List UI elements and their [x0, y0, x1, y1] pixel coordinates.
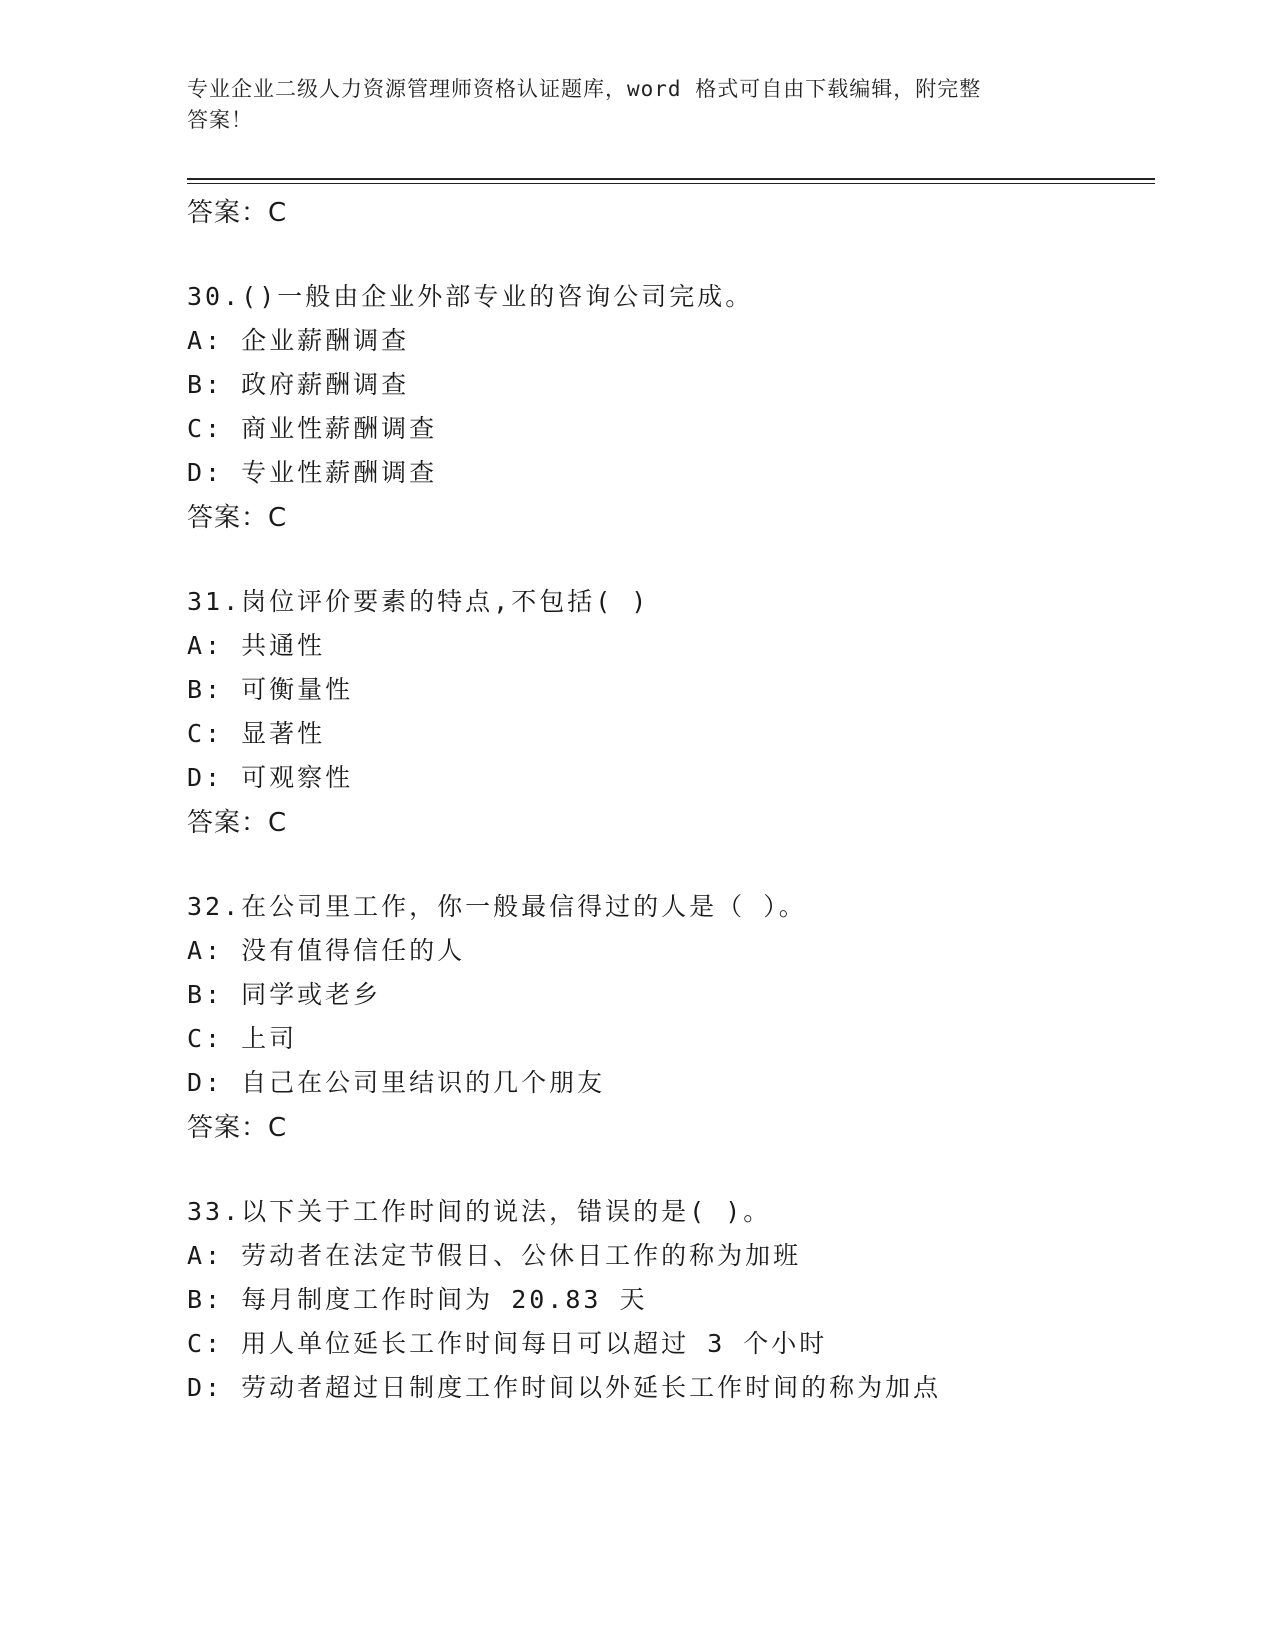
question-33-stem: 33.以下关于工作时间的说法，错误的是( )。 — [187, 1197, 772, 1226]
question-30-option-d: D: 专业性薪酬调查 — [187, 458, 438, 487]
header-rule-thick — [187, 178, 1155, 180]
question-33-option-b: B: 每月制度工作时间为 20.83 天 — [187, 1285, 648, 1314]
question-31-option-c: C: 显著性 — [187, 719, 326, 748]
question-32-answer: 答案：C — [187, 1113, 288, 1143]
question-32-option-a: A: 没有值得信任的人 — [187, 936, 466, 965]
document-header — [187, 74, 1087, 136]
question-33-option-c: C: 用人单位延长工作时间每日可以超过 3 个小时 — [187, 1329, 828, 1358]
previous-answer: 答案：C — [187, 198, 288, 228]
question-32-option-d: D: 自己在公司里结识的几个朋友 — [187, 1068, 606, 1097]
question-30-stem: 30.()一般由企业外部专业的咨询公司完成。 — [187, 282, 754, 311]
question-31-answer: 答案：C — [187, 808, 288, 838]
question-33-option-d: D: 劳动者超过日制度工作时间以外延长工作时间的称为加点 — [187, 1373, 942, 1402]
question-30-option-a: A: 企业薪酬调查 — [187, 326, 410, 355]
question-32-stem: 32.在公司里工作，你一般最信得过的人是（ ）。 — [187, 892, 807, 921]
question-30-answer: 答案：C — [187, 503, 288, 533]
question-31-option-b: B: 可衡量性 — [187, 675, 354, 704]
header-line-2: 答案！ — [187, 108, 253, 132]
question-30-option-b: B: 政府薪酬调查 — [187, 370, 410, 399]
question-32-option-b: B: 同学或老乡 — [187, 980, 382, 1009]
question-31-option-d: D: 可观察性 — [187, 763, 354, 792]
question-30-option-c: C: 商业性薪酬调查 — [187, 414, 438, 443]
question-31-option-a: A: 共通性 — [187, 631, 326, 660]
header-line-1: 专业企业二级人力资源管理师资格认证题库，word 格式可自由下载编辑，附完整 — [187, 77, 982, 101]
question-31-stem: 31.岗位评价要素的特点,不包括( ) — [187, 587, 650, 616]
question-33-option-a: A: 劳动者在法定节假日、公休日工作的称为加班 — [187, 1241, 802, 1270]
header-rule-thin — [187, 183, 1155, 184]
question-32-option-c: C: 上司 — [187, 1024, 298, 1053]
